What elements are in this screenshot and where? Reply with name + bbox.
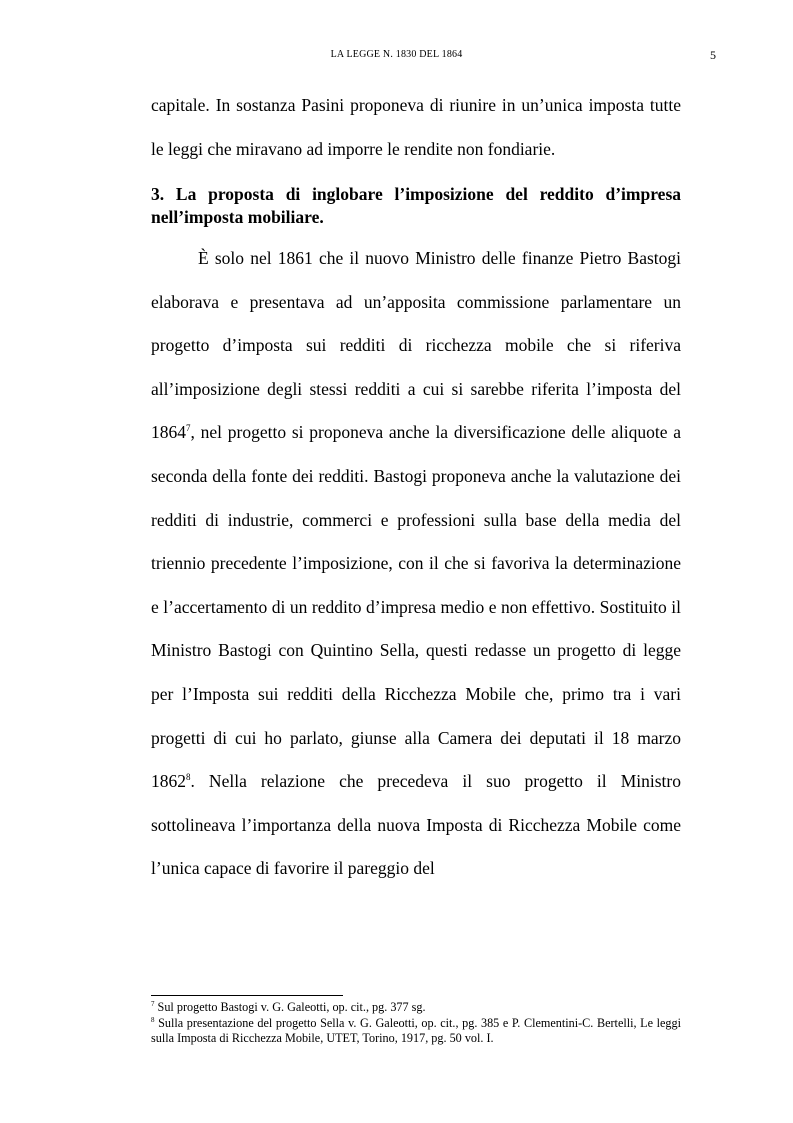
footnote-ref: 7 xyxy=(186,423,191,434)
paragraph-main xyxy=(151,237,681,891)
paragraph-text: capitale. In sostanza Pasini proponeva di riunire in un’unica imposta tutte le leggi che miravano ad imporre le rendite non fondiarie. xyxy=(151,95,681,159)
paragraph-continued xyxy=(151,84,681,171)
footnote-text: Sul progetto Bastogi v. G. Galeotti, op. cit., pg. 377 sg. xyxy=(154,1000,426,1014)
section-heading-text: 3. La proposta di inglobare l’imposizione del reddito d’impresa nell’imposta mobiliare. xyxy=(151,184,681,227)
footnote-number: 7 xyxy=(151,1000,155,1008)
page-number: 5 xyxy=(710,48,716,62)
paragraph-segment: . Nella relazione che precedeva il suo progetto il Ministro sottolineava l’importanza della nuova Imposta di Ricchezza Mobile come l’unica capace di favorire il pareggio del xyxy=(151,771,681,879)
footnotes xyxy=(151,1000,681,1047)
footnote-ref: 8 xyxy=(186,772,191,783)
footnote-text: Sulla presentazione del progetto Sella v. G. Galeotti, op. cit., pg. 385 e P. Clementini-C. Bertelli, Le leggi sulla Imposta di Ricchezza Mobile, UTET, Torino, 1917, pg. 50 vol. I. xyxy=(151,1015,681,1045)
footnote-number: 8 xyxy=(151,1015,155,1024)
running-header: LA LEGGE N. 1830 DEL 1864 xyxy=(330,49,463,60)
footnote xyxy=(151,1000,681,1016)
footnote-separator xyxy=(151,995,343,996)
paragraph-segment: , nel progetto si proponeva anche la diversificazione delle aliquote a seconda della fonte dei redditi. Bastogi proponeva anche la valutazione dei redditi di industrie, commerci e professioni sulla base della media del triennio precedente l’imposizione, con il che si favoriva la determinazione e l’accertamento di un reddito d’impresa medio e non effettivo. Sostituito il Ministro Bastogi con Quintino Sella, questi redasse un progetto di legge per l’Imposta sui redditi della Ricchezza Mobile che, primo tra i vari progetti di cui ho parlato, giunse alla Camera dei deputati il 18 marzo 1862 xyxy=(151,422,681,792)
paragraph-body xyxy=(151,237,681,891)
footnote xyxy=(151,1016,681,1047)
section-heading xyxy=(151,183,681,229)
paragraph-segment: È solo nel 1861 che il nuovo Ministro delle finanze Pietro Bastogi elaborava e presentava ad un’apposita commissione parlamentare un progetto d’imposta sui redditi di ricchezza mobile che si riferiva all’imposizione degli stessi redditi a cui si sarebbe riferita l’imposta del 1864 xyxy=(151,248,681,443)
